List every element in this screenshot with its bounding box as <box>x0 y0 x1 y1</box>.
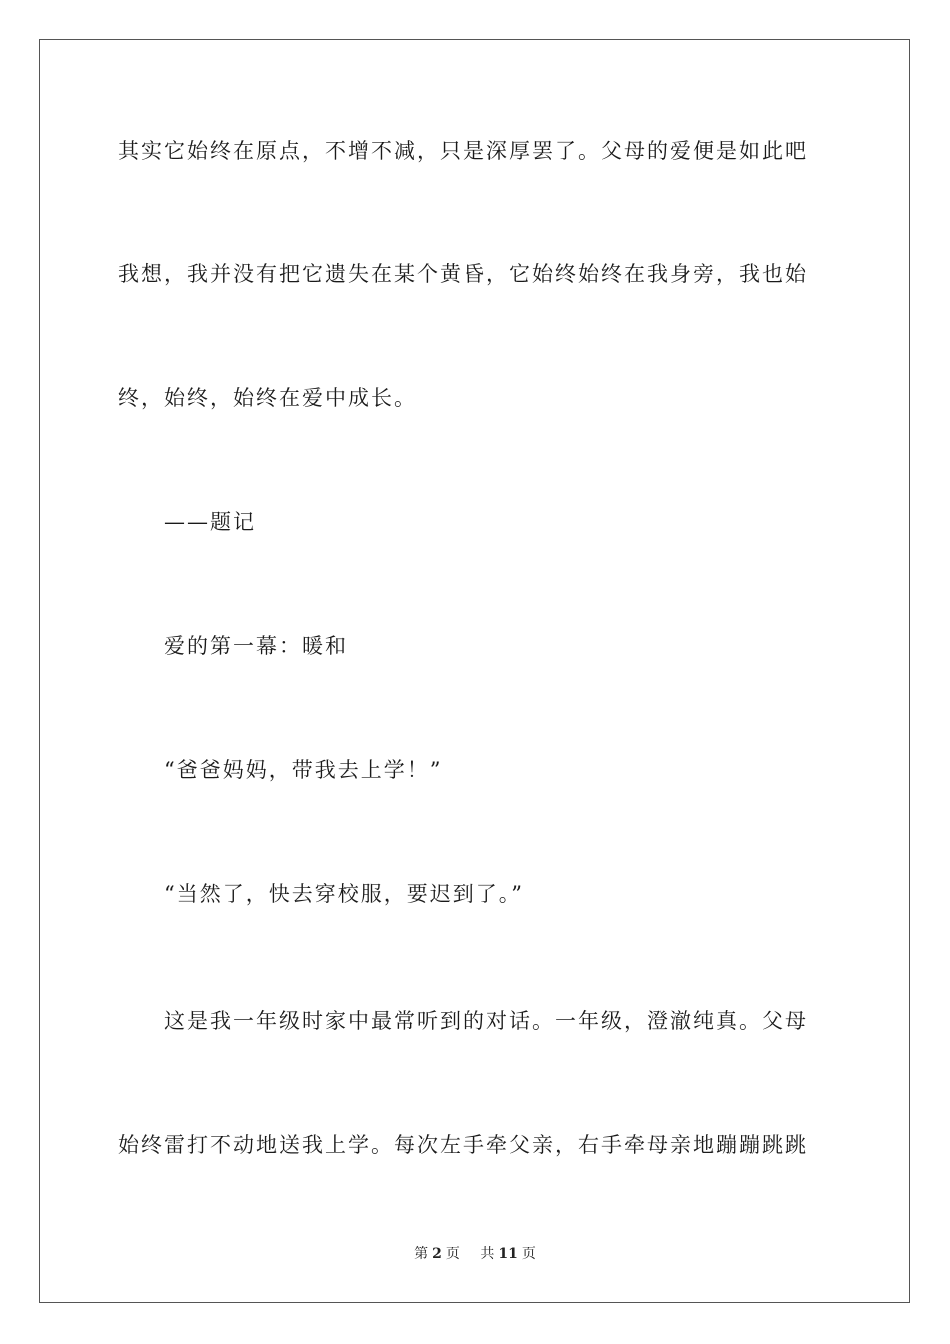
page-frame <box>39 39 910 1303</box>
inscription-line: ——题记 <box>164 510 256 534</box>
text-line-5: 始终雷打不动地送我上学。每次左手牵父亲，右手牵母亲地蹦蹦跳跳 <box>118 1133 808 1157</box>
text-line-3: 终，始终，始终在爱中成长。 <box>118 386 417 410</box>
total-suffix: 页 <box>521 1246 536 1262</box>
total-number: 11 <box>498 1246 518 1262</box>
page-suffix: 页 <box>445 1246 460 1262</box>
page-indicator <box>410 1246 464 1262</box>
text-line-4: 这是我一年级时家中最常听到的对话。一年级，澄澈纯真。父母 <box>164 1009 808 1033</box>
total-indicator <box>476 1246 539 1262</box>
page-number: 2 <box>432 1246 442 1262</box>
dialogue-line-2: “当然了，快去穿校服，要迟到了。” <box>164 882 524 906</box>
section-heading: 爱的第一幕：暖和 <box>164 634 348 658</box>
total-prefix: 共 <box>480 1246 495 1262</box>
text-line-2: 我想，我并没有把它遗失在某个黄昏，它始终始终在我身旁，我也始 <box>118 262 808 286</box>
page-footer <box>0 1244 950 1264</box>
page-prefix: 第 <box>414 1246 429 1262</box>
text-line-1: 其实它始终在原点，不增不减，只是深厚罢了。父母的爱便是如此吧 <box>118 139 808 163</box>
dialogue-line-1: “爸爸妈妈，带我去上学！” <box>164 758 443 782</box>
